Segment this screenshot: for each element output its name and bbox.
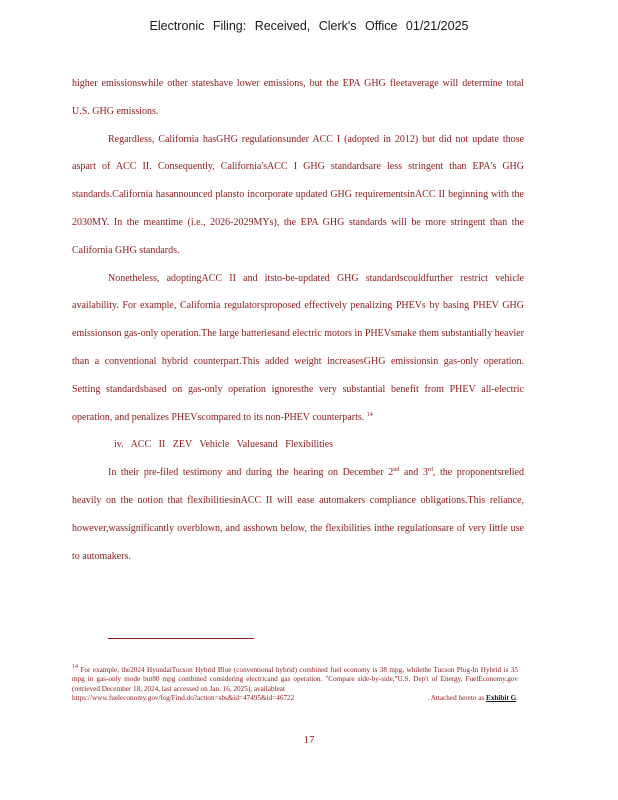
page-number: 17 — [303, 734, 315, 746]
exhibit-label: Exhibit G — [486, 694, 517, 703]
document-body — [72, 70, 524, 570]
footnote-reference: 14 — [366, 411, 373, 418]
footnote-number: 14 — [72, 664, 78, 670]
ordinal-sup-rd: rd — [427, 467, 433, 474]
paragraph-testimony — [72, 459, 524, 570]
footnote-url[interactable]: https://www.fueleconomy.gov/feg/Find.do?action=sbs&id=47495&id=46722 — [72, 694, 295, 703]
para4-start: In their pre-filed testimony and during the hearing on December 2 — [108, 467, 394, 479]
attached-text: . Attached hereto as — [427, 694, 485, 703]
para4-end: , the proponentsrelied heavily on the notion that flexibilitiesinACC II will ease automakers compliance obligations.This reliance, however,wassignificantly overblown, and asshown below, the flexibilities inthe regulationsare of very little use to automakers. — [72, 467, 524, 562]
paragraph-nonetheless-text: Nonetheless, adoptingACC II and itsto-be-updated GHG standardscouldfurther restrict vehicle availability. For example, California regulatorsproposed effectively penalizing PHEVs by basing PHEV GHG emissionson gas-only operation.The large batteriesand electric motors in PHEVsmake them substantially heavier than a conventional hybrid counterpart.This added weight increasesGHG emissionsin gas-only operation. Setting standardsbased on gas-only operation ignoresthe very substantial benefit from PHEV all-electric operation, and penalizes PHEVscompared to its non-PHEV counterparts. — [72, 272, 524, 423]
paragraph-continuation: higher emissionswhile other stateshave lower emissions, but the EPA GHG fleetaverage will determine total U.S. GHG emissions. — [72, 78, 524, 117]
para4-mid: and 3 — [399, 467, 428, 479]
footnote-last-line — [72, 694, 518, 703]
footnote-body — [72, 666, 518, 694]
paragraph-regardless: Regardless, California hasGHG regulationsunder ACC I (adopted in 2012) but did not update those aspart of ACC II. Consequently, California'sACC I GHG standardsare less stringent than EPA's GHG standards.California hasannounced plansto incorporate updated GHG requirementsinACC II beginning with the 2030MY. In the meantime (i.e., 2026-2029MYs), the EPA GHG standards will be more stringent than the California GHG standards. — [72, 133, 524, 256]
filing-stamp-header: Electronic Filing: Received, Clerk's Office 01/21/2025 — [149, 19, 469, 33]
footnote-separator — [108, 638, 254, 639]
ordinal-sup-nd: nd — [393, 467, 400, 474]
footnote-text: For example, the2024 HyundaiTucson Hybrid Blue (conventional hybrid) combined fuel economy is 38 mpg, whilethe Tucson Plug-In Hybrid is 35 mpg in gas-only mode but80 mpg combined considering electricand gas operation. "Compare side-by-side,"U.S. Dep't of Energy, FuelEconomy.gov (retrieved December 18, 2024, last accessed on Jan. 16, 2025), availableat — [72, 666, 519, 693]
footnote-attachment — [428, 694, 518, 703]
paragraph-nonetheless — [72, 265, 524, 432]
section-heading: iv. ACC II ZEV Vehicle Valuesand Flexibilities — [114, 439, 334, 451]
footnote-14 — [72, 666, 518, 704]
exhibit-period: . — [516, 694, 518, 703]
